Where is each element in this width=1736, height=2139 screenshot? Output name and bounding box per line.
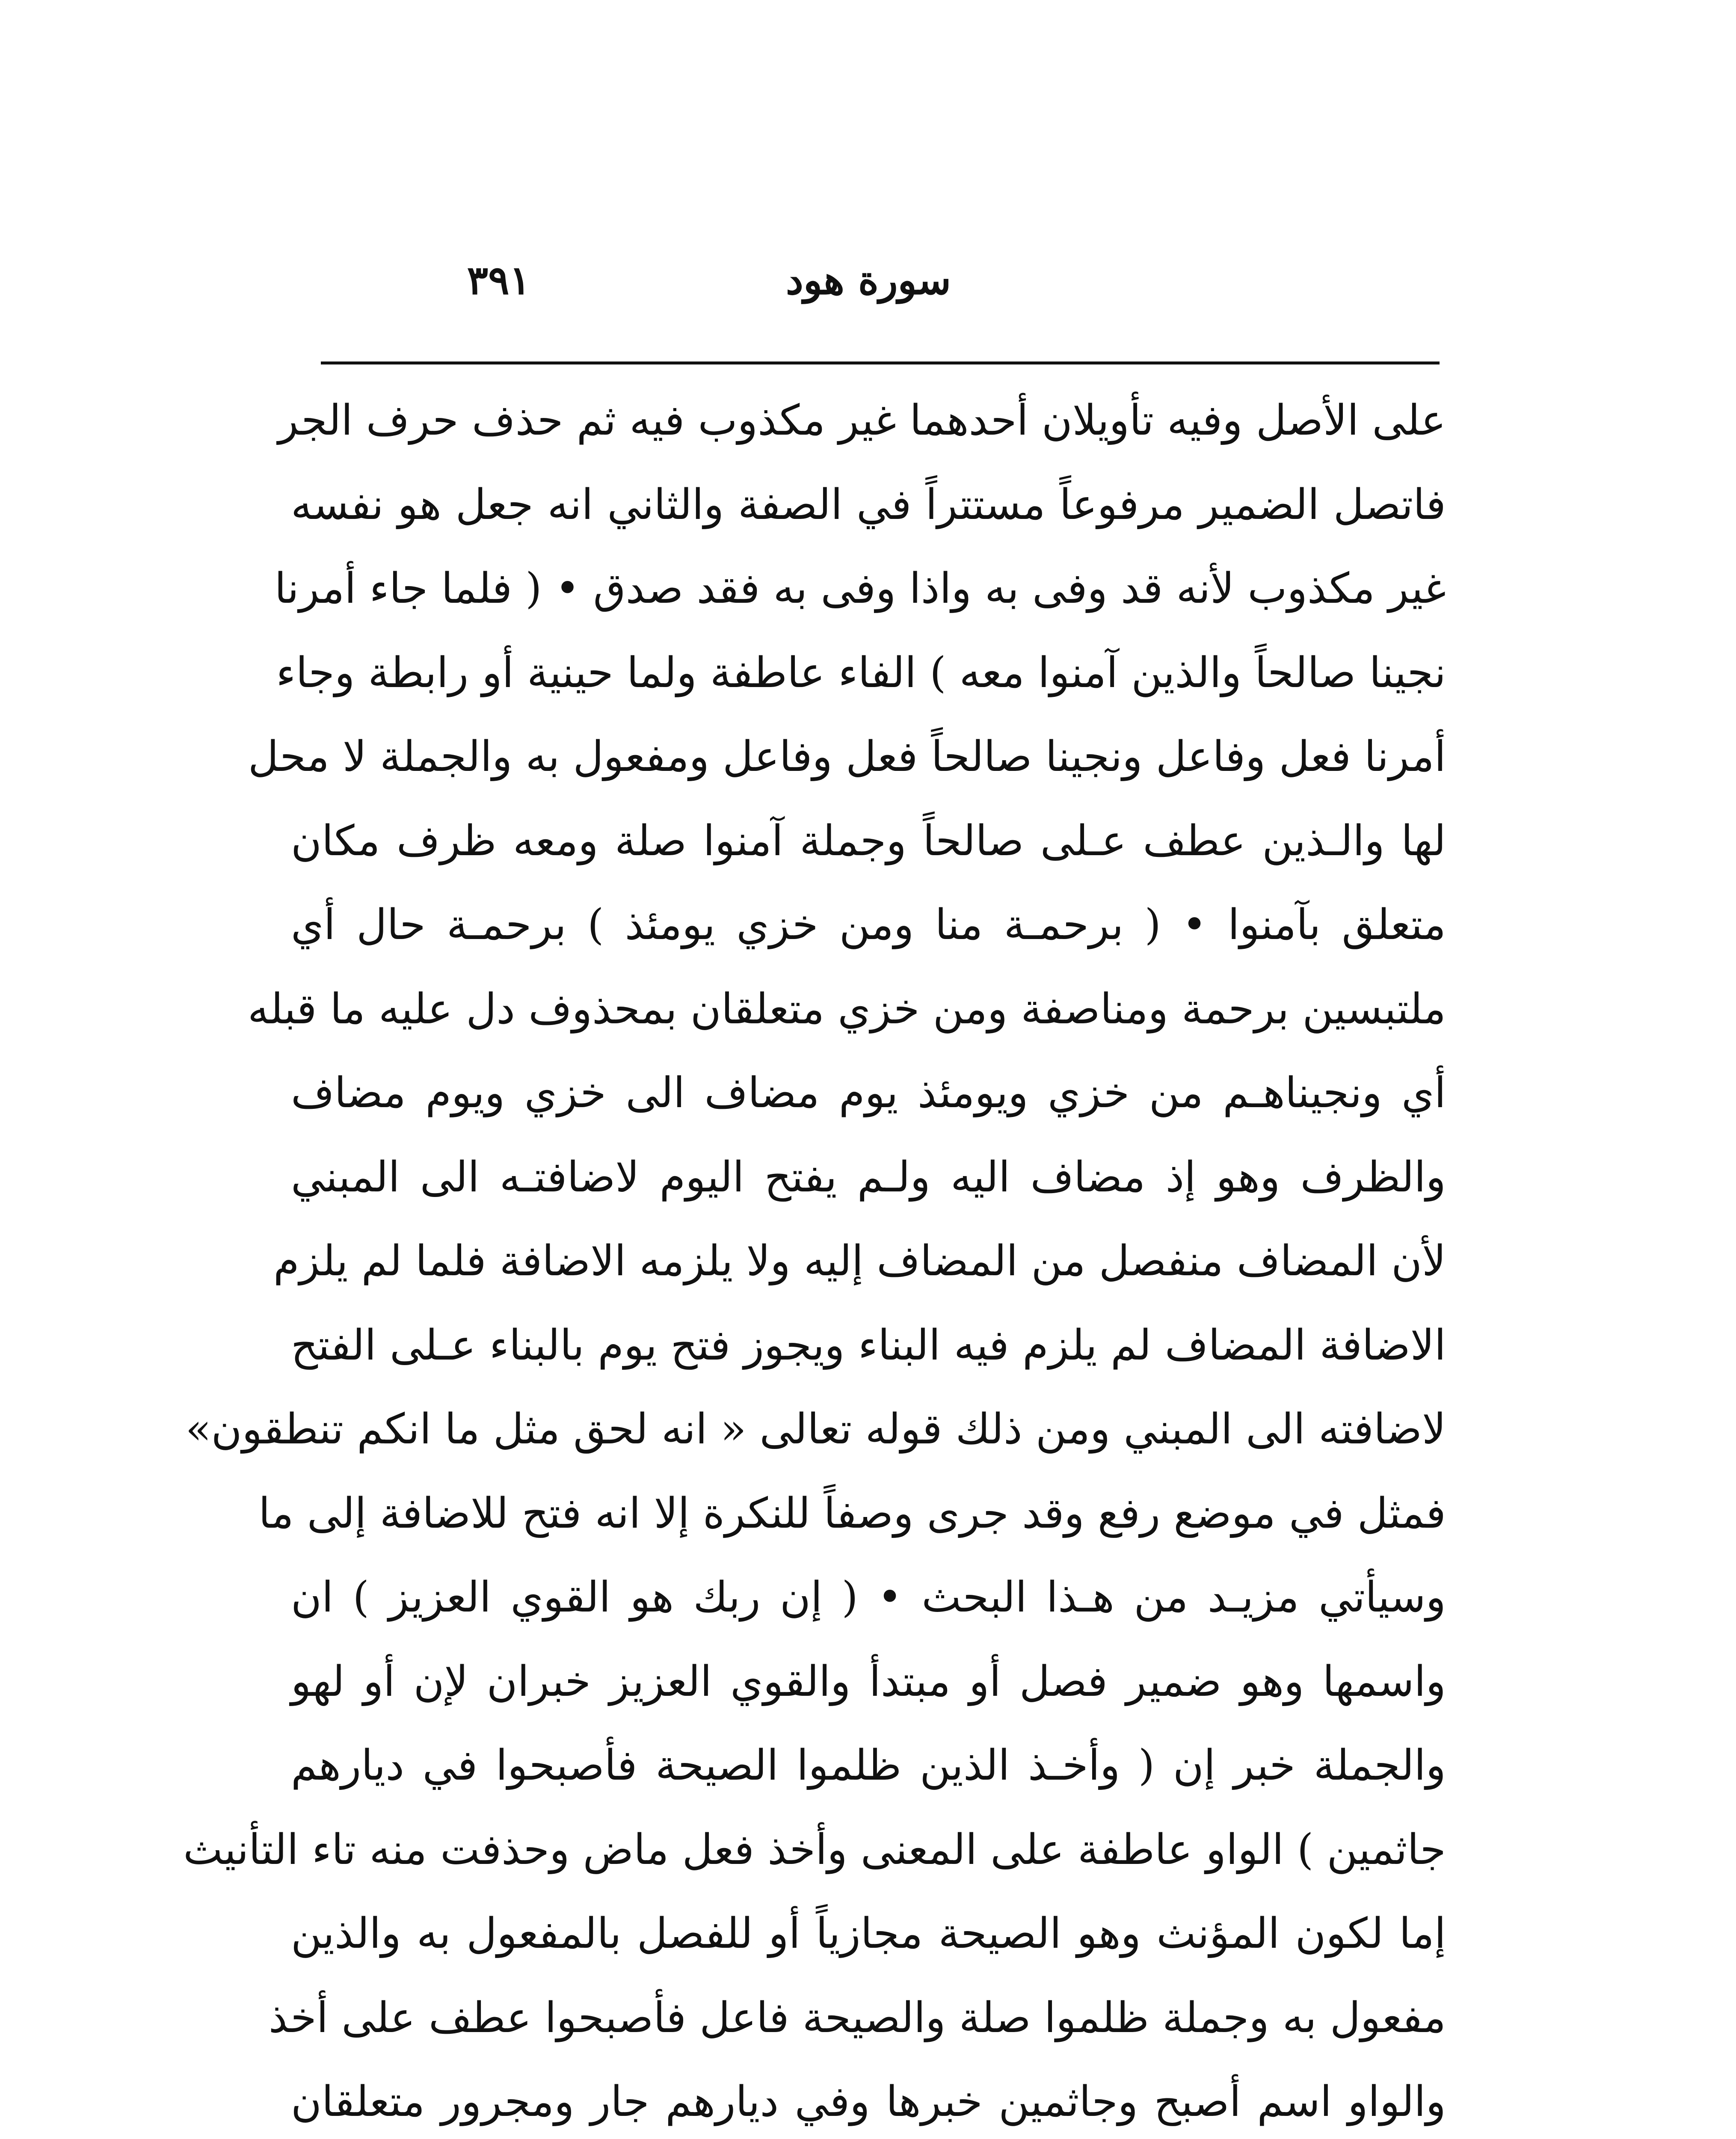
text-line: فمثل في موضع رفع وقد جرى وصفاً للنكرة إلا انه فتح للاضافة إلى ما xyxy=(258,1489,1446,1538)
text-line: إما لكون المؤنث وهو الصيحة مجازياً أو للفصل بالمفعول به والذين xyxy=(291,1909,1446,1958)
page-header xyxy=(299,252,1437,308)
text-line: والظرف وهو إذ مضاف اليه ولـم يفتح اليوم لاضافتـه الى المبني xyxy=(291,1152,1446,1202)
text-line: والواو اسم أصبح وجاثمين خبرها وفي ديارهم جار ومجرور متعلقان xyxy=(291,2077,1446,2126)
text-line: لاضافته الى المبني ومن ذلك قوله تعالى « انه لحق مثل ما انكم تنطقون» xyxy=(185,1405,1446,1454)
text-line: أي ونجيناهـم من خزي ويومئذ يوم مضاف الى خزي ويوم مضاف xyxy=(291,1069,1446,1117)
text-line: والجملة خبر إن ( وأخـذ الذين ظلموا الصيحة فأصبحوا في ديارهم xyxy=(291,1741,1446,1790)
text-line: مفعول به وجملة ظلموا صلة والصيحة فاعل فأصبحوا عطف على أخذ xyxy=(268,1993,1446,2042)
text-line: غير مكذوب لأنه قد وفى به واذا وفى به فقد صدق • ( فلما جاء أمرنا xyxy=(274,564,1446,613)
page-number: ٣٩١ xyxy=(467,257,530,303)
text-line: متعلق بآمنوا • ( برحمـة منا ومن خزي يومئذ ) برحمـة حال أي xyxy=(291,901,1446,949)
text-line: لأن المضاف منفصل من المضاف إليه ولا يلزمه الاضافة فلما لم يلزم xyxy=(273,1237,1446,1286)
body-text xyxy=(183,379,1446,2139)
text-line: جاثمين ) الواو عاطفة على المعنى وأخذ فعل ماض وحذفت منه تاء التأنيث xyxy=(183,1825,1446,1874)
text-line: الاضافة المضاف لم يلزم فيه البناء ويجوز فتح يوم بالبناء عـلى الفتح xyxy=(291,1321,1446,1370)
text-line: ملتبسين برحمة ومناصفة ومن خزي متعلقان بمحذوف دل عليه ما قبله xyxy=(247,984,1446,1034)
text-line: فاتصل الضمير مرفوعاً مستتراً في الصفة والثاني انه جعل هو نفسه xyxy=(291,480,1446,529)
text-line: واسمها وهو ضمير فصل أو مبتدأ والقوي العزيز خبران لإن أو لهو xyxy=(291,1657,1446,1706)
text-line: نجينا صالحاً والذين آمنوا معه ) الفاء عاطفة ولما حينية أو رابطة وجاء xyxy=(276,648,1446,697)
text-line: لها والـذين عطف عـلى صالحاً وجملة آمنوا صلة ومعه ظرف مكان xyxy=(291,816,1446,865)
page-title: سورة هود xyxy=(785,257,951,303)
text-line: أمرنا فعل وفاعل ونجينا صالحاً فعل وفاعل ومفعول به والجملة لا محل xyxy=(248,732,1446,781)
header-divider xyxy=(321,361,1440,364)
text-line: على الأصل وفيه تأويلان أحدهما غير مكذوب فيه ثم حذف حرف الجر xyxy=(278,396,1446,445)
text-line: وسيأتي مزيـد من هـذا البحث • ( إن ربك هو القوي العزيز ) ان xyxy=(291,1573,1446,1622)
